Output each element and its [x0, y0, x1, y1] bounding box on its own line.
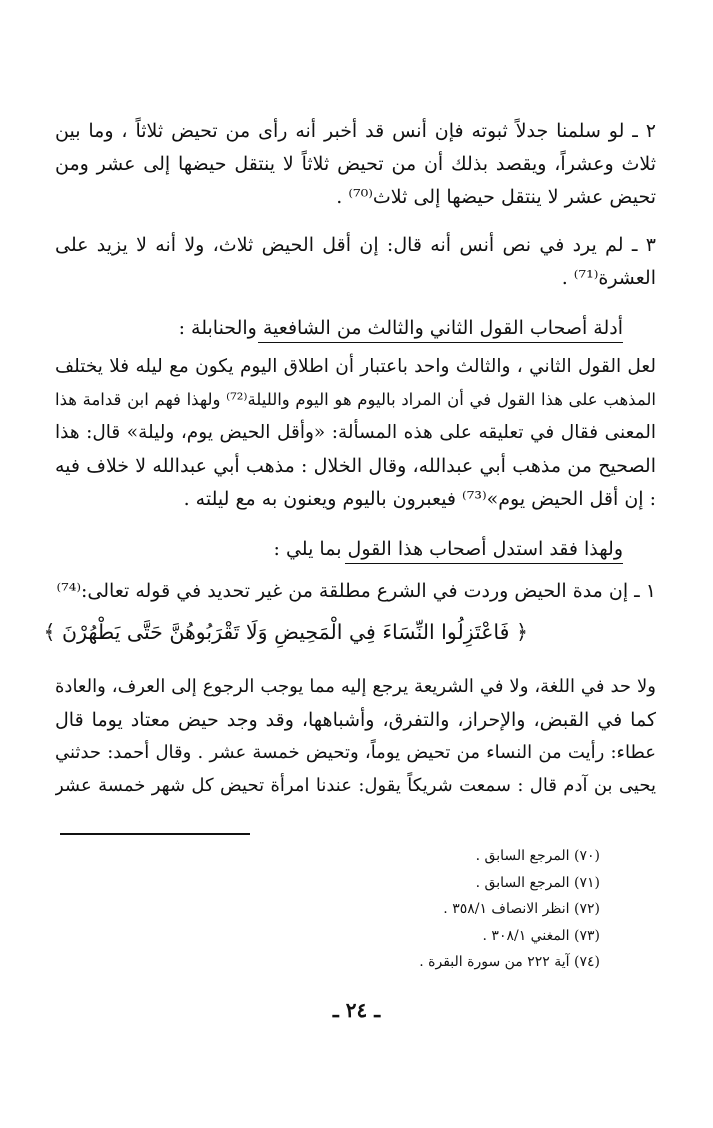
- footnote: (٧٤) آية ٢٢٢ من سورة البقرة .: [419, 954, 600, 970]
- quran-verse: ﴿ فَاعْتَزِلُوا النِّسَاءَ فِي الْمَحِيضِ وَلَا تَقْرَبُوهُنَّ حَتَّى يَطْهُرْنَ ﴾: [43, 620, 528, 644]
- text-line: الصحيح من مذهب أبي عبدالله، وقال الخلال : مذهب أبي عبدالله لا خلاف فيه: [55, 455, 656, 477]
- section-heading: أدلة أصحاب القول الثاني والثالث من الشافعية والحنابلة :: [178, 317, 623, 339]
- text-line: ولا حد في اللغة، ولا في الشريعة يرجع إليه مما يوجب الرجوع إلى العرف، والعادة: [55, 676, 656, 697]
- body-paragraph: [55, 672, 656, 807]
- text-line: لعل القول الثاني ، والثالث واحد باعتبار أن اطلاق اليوم يكون مع ليله فلا يختلف: [55, 356, 656, 377]
- text-line: يحيى بن آدم قال : سمعت شريكاً يقول: عندنا امرأة تحيض كل شهر خمسة عشر: [55, 775, 656, 796]
- text-line: ٢ ـ لو سلمنا جدلاً ثبوته فإن أنس قد أخبر أنه رأى من تحيض ثلاثاً ، وما بين: [55, 120, 656, 142]
- page-number: ـ ٢٤ ـ: [332, 998, 381, 1022]
- point-2-paragraph: [55, 116, 656, 216]
- text-line: تحيض عشر لا ينتقل حيضها إلى ثلاث⁽⁷⁰⁾ .: [336, 186, 656, 208]
- evidence-1: [55, 576, 656, 608]
- text-line: ١ ـ إن مدة الحيض وردت في الشرع مطلقة من غير تحديد في قوله تعالى:⁽⁷⁴⁾: [56, 580, 656, 602]
- footnote-separator: [60, 833, 250, 835]
- point-3-paragraph: [55, 230, 656, 300]
- text-line: ٣ ـ لم يرد في نص أنس أنه قال: إن أقل الحيض ثلاث، ولا أنه لا يزيد على: [55, 234, 656, 256]
- footnote: (٧٠) المرجع السابق .: [475, 848, 600, 864]
- heading-underline: [258, 342, 623, 343]
- text-line: العشرة⁽⁷¹⁾ .: [561, 267, 656, 289]
- section-heading: ولهذا فقد استدل أصحاب هذا القول بما يلي :: [273, 538, 623, 560]
- text-line: كما في القبض، والإحراز، والتفرق، وأشباهها، وقد وجد حيض معتاد يوما قال: [55, 709, 656, 731]
- body-paragraph: [55, 352, 656, 522]
- text-line: المذهب على هذا القول في أن المراد باليوم هو اليوم والليلة⁽⁷²⁾ ولهذا فهم ابن قدامة هذا: [55, 390, 656, 409]
- heading-underline: [345, 563, 623, 564]
- footnote: (٧١) المرجع السابق .: [475, 875, 600, 891]
- text-line: ثلاث وعشراً، ويقصد بذلك أن من تحيض ثلاثاً لا ينتقل حيضها إلى عشر ومن: [55, 153, 656, 175]
- text-line: المعنى فقال في تعليقه على هذه المسألة: «وأقل الحيض يوم، وليلة» قال: هذا: [55, 422, 656, 443]
- text-line: : إن أقل الحيض يوم»⁽⁷³⁾ فيعبرون باليوم ويعنون به مع ليلته .: [183, 488, 656, 510]
- footnote: (٧٢) انظر الانصاف ٣٥٨/١ .: [443, 901, 600, 917]
- text-line: عطاء: رأيت من النساء من تحيض يوماً، وتحيض خمسة عشر . وقال أحمد: حدثني: [55, 742, 656, 763]
- footnote: (٧٣) المغني ٣٠٨/١ .: [482, 928, 600, 944]
